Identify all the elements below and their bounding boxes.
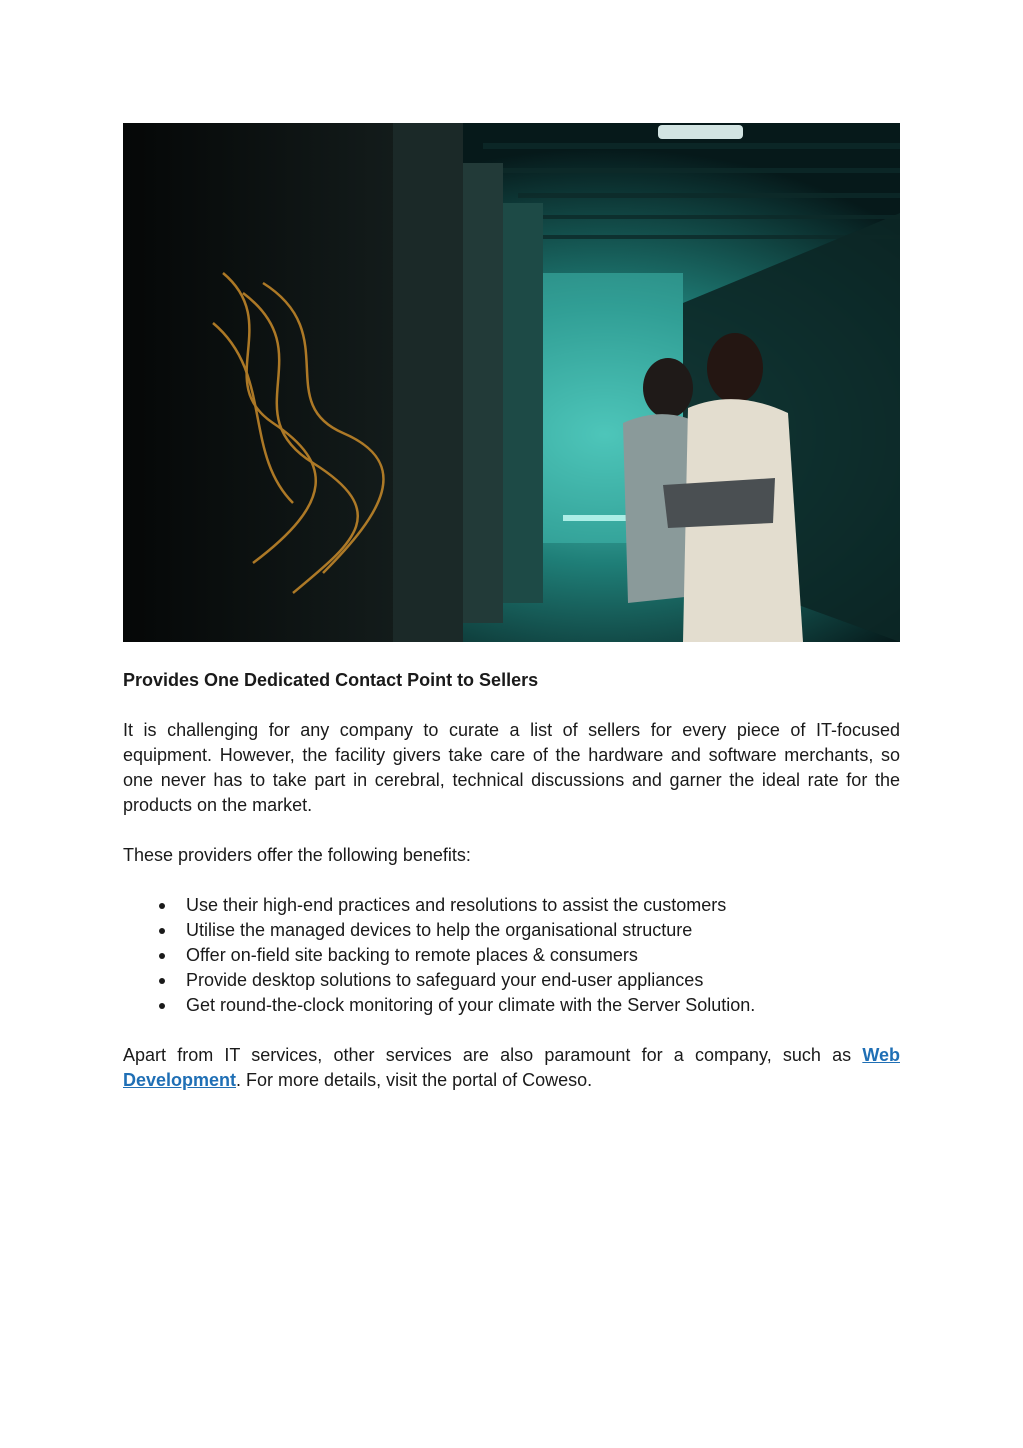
closing-text-start: Apart from IT services, other services are also paramount for a company, such as	[123, 1045, 863, 1065]
list-item: Use their high-end practices and resolutions to assist the customers	[186, 893, 900, 918]
section-heading: Provides One Dedicated Contact Point to Sellers	[123, 670, 539, 690]
intro-paragraph: It is challenging for any company to curate a list of sellers for every piece of IT-focused equipment. However, the facility givers take care of the hardware and software merchants, so one never has to take part in cerebral, technical discussions and garner the ideal rate for the products on the market.	[123, 720, 900, 815]
web-development-link[interactable]: Web Development	[123, 1045, 900, 1090]
list-item: Utilise the managed devices to help the organisational structure	[186, 918, 900, 943]
list-item: Provide desktop solutions to safeguard your end-user appliances	[186, 968, 900, 993]
hero-image	[123, 123, 900, 642]
server-room-photo	[123, 123, 900, 642]
article-body	[123, 668, 900, 1118]
benefits-intro: These providers offer the following benefits:	[123, 845, 471, 865]
closing-text-end: . For more details, visit the portal of Coweso.	[236, 1070, 593, 1090]
benefits-list	[123, 893, 900, 1018]
list-item: Get round-the-clock monitoring of your climate with the Server Solution.	[186, 993, 900, 1018]
list-item: Offer on-field site backing to remote places & consumers	[186, 943, 900, 968]
closing-paragraph	[123, 1043, 900, 1093]
